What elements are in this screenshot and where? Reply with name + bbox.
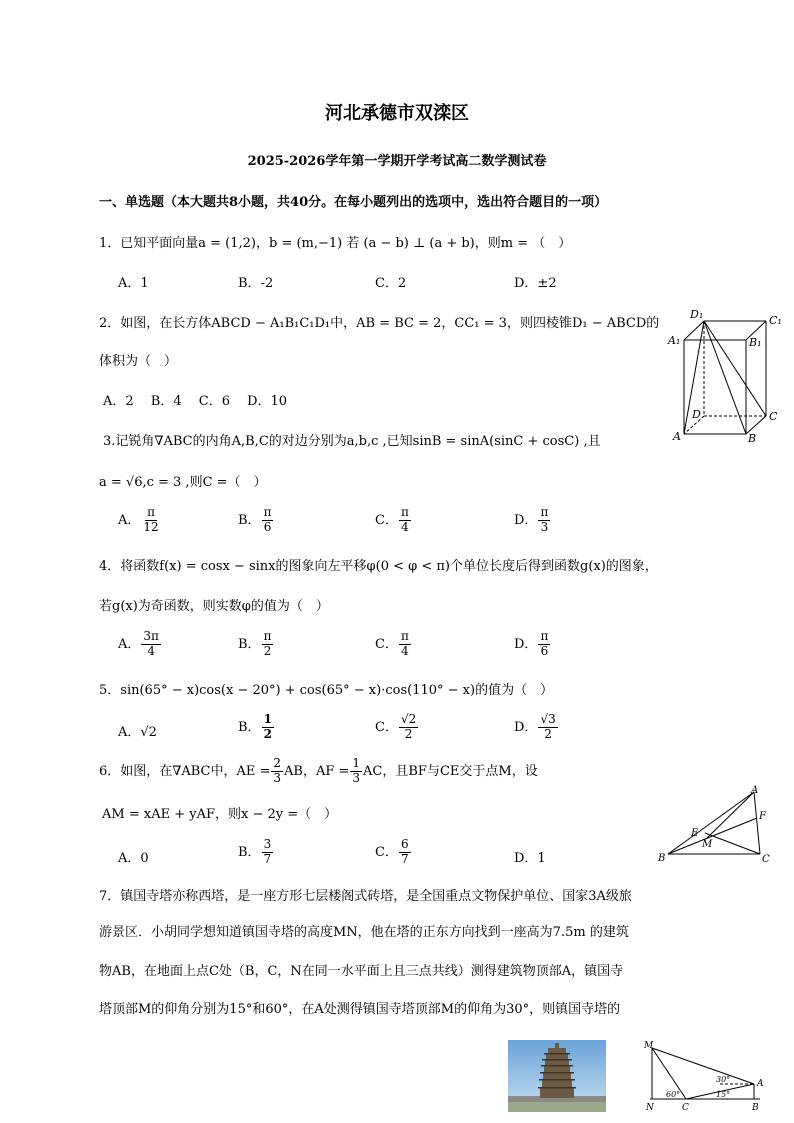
q6-option-b: B． $\frac{3}{7}$ [238,837,272,866]
label-d: D [692,408,701,421]
q5-option-a: A．√2 [118,725,157,740]
q5-option-c: C． $\frac{√2}{2}$ [375,712,417,741]
question-6-line2: AM = xAE + yAF，则x − 2y =（ ） [102,807,338,822]
label-d1: D₁ [690,308,704,321]
q4-option-b: B． $\frac{\pi}{2}$ [238,629,272,658]
q5-option-d: D． $\frac{√3}{2}$ [514,712,556,741]
q1-option-b: B．-2 [238,276,274,291]
label-a: A [673,430,681,443]
question-1-text: 1．已知平面向量a = (1,2)，b = (m,−1) 若 (a − b) ⊥ (a + b)，则m = （ ） [99,236,572,251]
tri-label-e: E [691,828,699,839]
q6-option-a: A．0 [118,851,149,866]
q4-option-d: D． $\frac{\pi}{6}$ [514,629,549,658]
q5-option-b: B． $\frac{1}{2}$ [238,712,272,741]
question-3-line2: a = √6,c = 3 ,则C =（ ） [99,475,267,490]
question-5-line1: 5．sin(65° − x)cos(x − 20°) + cos(65° − x)·cos(110° − x)的值为（ ） [99,683,554,698]
label-c: C [769,410,778,423]
label-a1: A₁ [668,334,681,347]
q1-option-d: D．±2 [514,276,557,291]
q4-option-c: C． $\frac{\pi}{4}$ [375,629,409,658]
angle-30: 30° [716,1075,731,1084]
tower-label-m: M [644,1041,654,1051]
tri-label-c: C [762,854,770,865]
q3-option-d: D． $\frac{\pi}{3}$ [514,505,549,534]
tri-label-f: F [759,811,766,822]
q3-option-b: B． $\frac{\pi}{6}$ [238,505,272,534]
pagoda-photo [508,1040,606,1112]
document-subtitle: 2025-2026学年第一学期开学考试高二数学测试卷 [247,154,547,169]
q6-option-c: C． $\frac{6}{7}$ [375,837,409,866]
question-4-line1: 4．将函数f(x) = cosx − sinx的图象向左平移φ(0 < φ < π)个单位长度后得到函数g(x)的图象， [99,559,658,574]
question-3-line1: 3.记锐角∇ABC的内角A,B,C的对边分别为a,b,c ,已知sinB = sinA(sinC + cosC) ,且 [103,434,601,449]
label-b1: B₁ [749,336,762,349]
document-title: 河北承德市双滦区 [325,103,469,124]
angle-15: 15° [716,1090,731,1099]
question-7-line4: 塔顶部M的仰角分别为15°和60°，在A处测得镇国寺塔顶部M的仰角为30°，则镇国寺塔的 [99,1002,621,1017]
q6-option-d: D．1 [514,851,546,866]
label-c1: C₁ [769,314,782,327]
q1-option-a: A．1 [118,276,149,291]
q3-option-a: A． $\frac{\pi}{12}$ [118,505,159,534]
q3-option-c: C． $\frac{\pi}{4}$ [375,505,409,534]
question-2-line1: 2．如图，在长方体ABCD − A₁B₁C₁D₁中，AB = BC = 2，CC₁ = 3，则四棱锥D₁ − ABCD的 [99,316,660,331]
question-6-line1: 6．如图，在∇ABC中，AE = $\frac{2}{3}$ AB，AF = $\frac{1}{3}$ AC，且BF与CE交于点M，设 [99,756,538,785]
q2-options: A．2 B．4 C．6 D．10 [103,394,288,409]
tower-label-n: N [646,1103,654,1113]
section-heading: 一、单选题（本大题共8小题，共40分。在每小题列出的选项中，选出符合题目的一项） [99,195,608,210]
angle-60: 60° [666,1090,681,1099]
question-2-line2: 体积为（ ） [99,354,178,369]
tri-label-b: B [658,853,666,864]
q4-option-a: A． $\frac{3\pi}{4}$ [118,629,159,658]
question-7-line2: 游景区．小胡同学想知道镇国寺塔的高度MN，他在塔的正东方向找到一座高为7.5m 的建筑 [99,925,629,940]
label-b: B [748,432,757,445]
q1-option-c: C．2 [375,276,407,291]
tower-label-b: B [752,1103,759,1113]
question-7-line1: 7．镇国寺塔亦称西塔，是一座方形七层楼阁式砖塔，是全国重点文物保护单位、国家3A级旅 [99,889,632,904]
tri-label-m: M [702,839,713,850]
tower-label-a: A [757,1079,764,1089]
cuboid-figure [664,306,788,446]
triangle-figure [654,784,778,866]
tri-label-a: A [751,785,759,796]
question-7-line3: 物AB，在地面上点C处（B，C，N在同一水平面上且三点共线）测得建筑物顶部A，镇国寺 [99,964,624,979]
tower-label-c: C [682,1103,689,1113]
question-4-line2: 若g(x)为奇函数，则实数φ的值为（ ） [99,599,329,614]
tower-diagram [636,1036,772,1118]
